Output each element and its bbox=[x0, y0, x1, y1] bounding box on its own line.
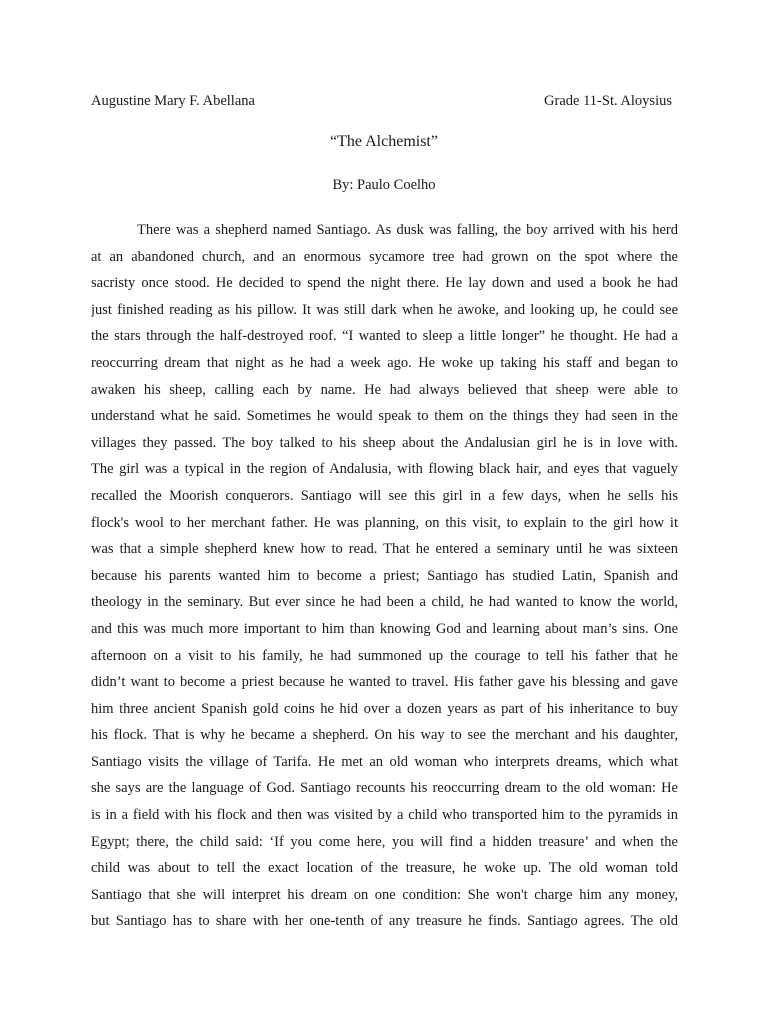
body-line: recalled the Moorish conquerors. Santiago will see this girl in a few days, when he sells his bbox=[91, 487, 678, 504]
body-line: sacristy once stood. He decided to spend the night there. He lay down and used a book he had bbox=[91, 275, 678, 292]
body-paragraph bbox=[91, 217, 678, 935]
body-line: she says are the language of God. Santiago recounts his reoccurring dream to the old woman: He bbox=[91, 780, 678, 797]
body-line: understand what he said. Sometimes he would speak to them on the things they had seen in the bbox=[91, 408, 678, 425]
byline: By: Paulo Coelho bbox=[332, 177, 436, 193]
body-line: Santiago visits the village of Tarifa. He met an old woman who interprets dreams, which what bbox=[91, 753, 678, 770]
body-line: awaken his sheep, calling each by name. He had always believed that sheep were able to bbox=[91, 381, 678, 398]
body-line: didn’t want to become a priest because he wanted to travel. His father gave his blessing and gave bbox=[91, 674, 678, 691]
body-line: the stars through the half-destroyed roof. “I wanted to sleep a little longer” he thought. He had a bbox=[91, 328, 678, 345]
body-line: his flock. That is why he became a shepherd. On his way to see the merchant and his daughter, bbox=[91, 727, 678, 744]
body-line: There was a shepherd named Santiago. As dusk was falling, the boy arrived with his herd bbox=[137, 222, 678, 238]
body-line: is in a field with his flock and then was visited by a child who transported him to the pyramids in bbox=[91, 807, 678, 824]
document-title: “The Alchemist” bbox=[330, 133, 438, 150]
body-line: child was about to tell the exact location of the treasure, he woke up. The old woman told bbox=[91, 860, 678, 877]
body-line: was that a simple shepherd knew how to read. That he entered a seminary until he was sixteen bbox=[91, 541, 678, 558]
body-line: afternoon on a visit to his family, he had summoned up the courage to tell his father that he bbox=[91, 647, 678, 664]
body-line: theology in the seminary. But ever since he had been a child, he had wanted to know the world, bbox=[91, 594, 678, 611]
body-line: at an abandoned church, and an enormous sycamore tree had grown on the spot where the bbox=[91, 248, 678, 265]
document-header bbox=[91, 93, 672, 113]
body-line: just finished reading as his pillow. It was still dark when he awoke, and looking up, he could see bbox=[91, 301, 678, 318]
body-line: Santiago that she will interpret his dream on one condition: She won't charge him any money, bbox=[91, 886, 678, 903]
body-line: flock's wool to her merchant father. He was planning, on this visit, to explain to the girl how it bbox=[91, 514, 678, 531]
body-line: reoccurring dream that night as he had a week ago. He woke up taking his staff and began to bbox=[91, 354, 678, 371]
body-line: him three ancient Spanish gold coins he hid over a dozen years as part of his inheritance to buy bbox=[91, 700, 678, 717]
body-line: and this was much more important to him than knowing God and learning about man’s sins. One bbox=[91, 620, 678, 637]
body-line: villages they passed. The boy talked to his sheep about the Andalusian girl he is in love with. bbox=[91, 434, 678, 451]
body-line: The girl was a typical in the region of Andalusia, with flowing black hair, and eyes that vaguely bbox=[91, 461, 678, 478]
author-name: Augustine Mary F. Abellana bbox=[91, 93, 255, 109]
body-line: Egypt; there, the child said: ‘If you come here, you will find a hidden treasure’ and when the bbox=[91, 833, 678, 850]
grade-section: Grade 11-St. Aloysius bbox=[544, 93, 672, 109]
body-line: but Santiago has to share with her one-tenth of any treasure he finds. Santiago agrees. The old bbox=[91, 913, 678, 930]
body-line: because his parents wanted him to become a priest; Santiago has studied Latin, Spanish and bbox=[91, 567, 678, 584]
